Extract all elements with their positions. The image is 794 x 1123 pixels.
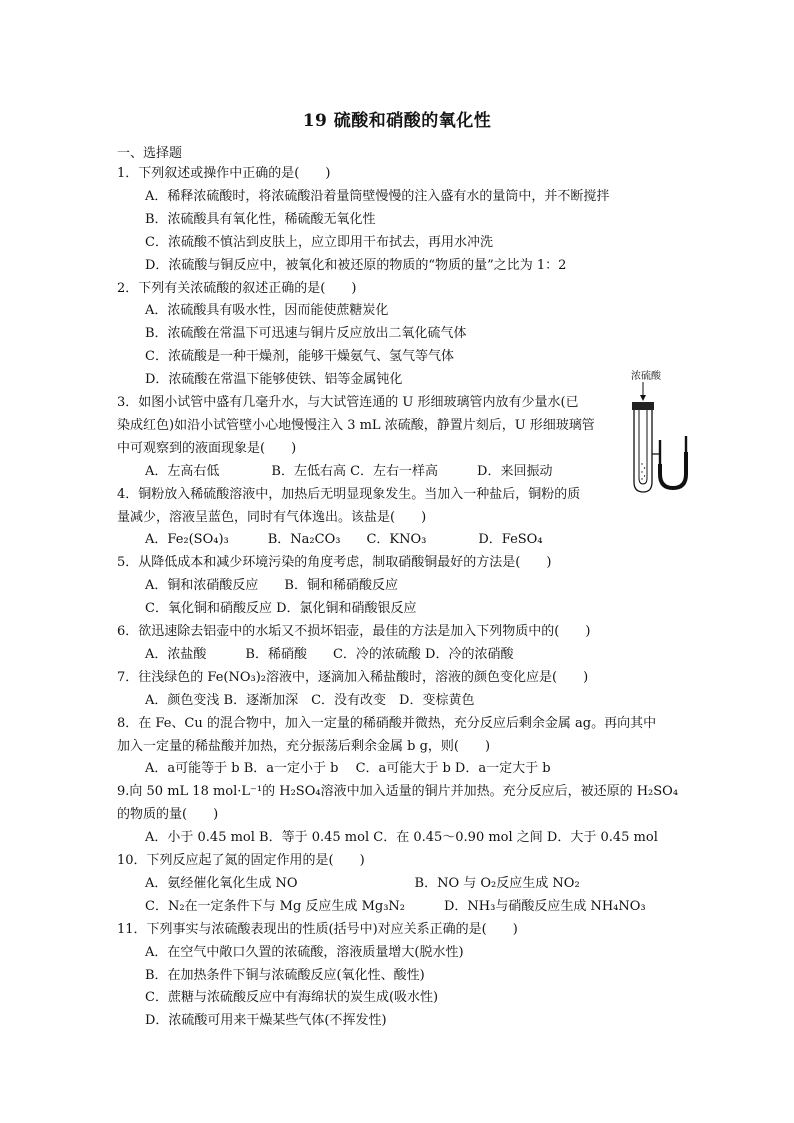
question-text: 5．从降低成本和减少环境污染的角度考虑，制取硝酸铜最好的方法是( ) bbox=[117, 555, 552, 571]
choice-option: A．铜和浓硝酸反应 B．铜和稀硝酸反应 bbox=[145, 578, 398, 594]
question-text: 11．下列事实与浓硫酸表现出的性质(括号中)对应关系正确的是( ) bbox=[117, 921, 518, 937]
choice-option: A．Fe₂(SO₄)₃ B．Na₂CO₃ C．KNO₃ D．FeSO₄ bbox=[145, 532, 543, 548]
water-dots bbox=[641, 463, 645, 479]
question-text: 中可观察到的液面现象是( ) bbox=[117, 440, 297, 456]
choice-option: C．N₂在一定条件下与 Mg 反应生成 Mg₃N₂ D．NH₃与硝酸反应生成 NH₄NO₃ bbox=[145, 898, 646, 914]
question-text: 的物质的量( ) bbox=[117, 807, 219, 823]
question-text: 6．欲迅速除去铝壶中的水垢又不损坏铝壶，最佳的方法是加入下列物质中的( ) bbox=[117, 624, 591, 639]
choice-option: D．浓硫酸可用来干燥某些气体(不挥发性) bbox=[145, 1013, 387, 1029]
choice-option: D．浓硫酸与铜反应中，被氧化和被还原的物质的“物质的量”之比为 1：2 bbox=[145, 257, 567, 273]
question-text: 2．下列有关浓硫酸的叙述正确的是( ) bbox=[117, 280, 357, 296]
small-test-tube bbox=[639, 410, 647, 484]
choice-option: D．浓硫酸在常温下能够使铁、铝等金属钝化 bbox=[145, 372, 403, 388]
arrow-head-icon bbox=[640, 395, 646, 401]
question-text: 1．下列叙述或操作中正确的是( ) bbox=[117, 166, 331, 181]
question-text: 3．如图小试管中盛有几毫升水，与大试管连通的 U 形细玻璃管内放有少量水(已 bbox=[117, 395, 579, 410]
choice-option: A．在空气中敞口久置的浓硫酸，溶液质量增大(脱水性) bbox=[145, 944, 464, 960]
choice-option: B．在加热条件下铜与浓硫酸反应(氧化性、酸性) bbox=[145, 967, 425, 983]
choice-option: A．浓硫酸具有吸水性，因而能使蔗糖炭化 bbox=[145, 303, 389, 319]
u-tube-liquid bbox=[660, 452, 686, 488]
section-heading: 一、选择题 bbox=[117, 146, 183, 161]
choice-option: A．a可能等于 b B．a一定小于 b C．a可能大于 b D．a一定大于 b bbox=[145, 761, 551, 777]
choice-option: A．浓盐酸 B．稀硝酸 C．冷的浓硫酸 D．冷的浓硝酸 bbox=[145, 646, 514, 662]
side-arm bbox=[652, 440, 660, 454]
choice-option: A．小于 0.45 mol B．等于 0.45 mol C．在 0.45～0.90 mol 之间 D．大于 0.45 mol bbox=[145, 830, 658, 846]
choice-option: B．浓硫酸在常温下可迅速与铜片反应放出二氧化硫气体 bbox=[145, 326, 467, 342]
question-text: 8．在 Fe、Cu 的混合物中，加入一定量的稀硝酸并微热，充分反应后剩余金属 ag。再向其中 bbox=[117, 715, 657, 731]
choice-option: B．浓硫酸具有氧化性，稀硫酸无氧化性 bbox=[145, 211, 376, 227]
choice-option: A．颜色变浅 B．逐渐加深 C．没有改变 D．变棕黄色 bbox=[145, 692, 475, 708]
u-tube-apparatus-figure bbox=[622, 366, 702, 496]
question-text: 10．下列反应起了氮的固定作用的是( ) bbox=[117, 853, 365, 868]
question-text: 量减少，溶液呈蓝色，同时有气体逸出。该盐是( ) bbox=[117, 509, 427, 525]
question-text: 7．往浅绿色的 Fe(NO₃)₂溶液中，逐滴加入稀盐酸时，溶液的颜色变化应是( ) bbox=[117, 669, 589, 685]
big-test-tube bbox=[634, 410, 652, 492]
u-tube bbox=[660, 436, 686, 488]
choice-option: A．氨经催化氧化生成 NO B．NO 与 O₂反应生成 NO₂ bbox=[145, 875, 580, 891]
choice-option: A．左高右低 B．左低右高 C．左右一样高 D．来回振动 bbox=[145, 463, 553, 479]
question-text: 4．铜粉放入稀硫酸溶液中，加热后无明显现象发生。当加入一种盐后，铜粉的质 bbox=[117, 486, 581, 502]
figure-label: 浓硫酸 bbox=[631, 371, 661, 382]
choice-option: A．稀释浓硫酸时，将浓硫酸沿着量筒壁慢慢的注入盛有水的量筒中，并不断搅拌 bbox=[145, 188, 610, 204]
question-text: 9.向 50 mL 18 mol·L⁻¹的 H₂SO₄溶液中加入适量的铜片并加热。充分反应后，被还原的 H₂SO₄ bbox=[117, 784, 679, 800]
choice-option: C．浓硫酸是一种干燥剂，能够干燥氨气、氢气等气体 bbox=[145, 349, 454, 365]
page-title: 19 硫酸和硝酸的氧化性 bbox=[302, 111, 492, 131]
choice-option: C．蔗糖与浓硫酸反应中有海绵状的炭生成(吸水性) bbox=[145, 990, 439, 1006]
choice-option: C．氧化铜和硝酸反应 D．氯化铜和硝酸银反应 bbox=[145, 601, 417, 617]
stopper bbox=[632, 402, 654, 410]
choice-option: C．浓硫酸不慎沾到皮肤上，应立即用干布拭去，再用水冲洗 bbox=[145, 234, 493, 250]
question-text: 加入一定量的稀盐酸并加热，充分振荡后剩余金属 b g，则( ) bbox=[117, 738, 491, 754]
question-text: 染成红色)如沿小试管壁小心地慢慢注入 3 mL 浓硫酸，静置片刻后，U 形细玻璃管 bbox=[117, 417, 595, 433]
